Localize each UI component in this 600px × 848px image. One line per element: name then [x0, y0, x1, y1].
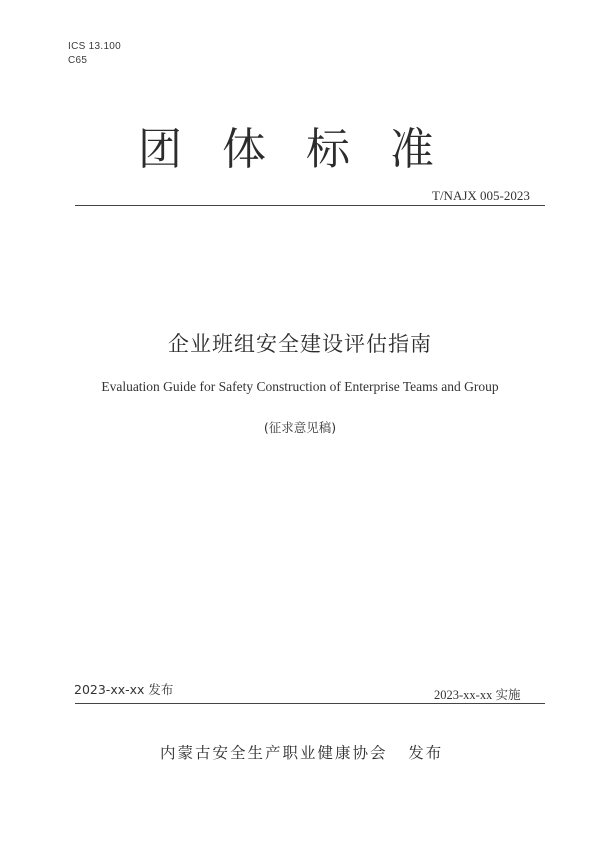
publisher: 内蒙古安全生产职业健康协会 发布: [160, 744, 444, 762]
ccs-code: C65: [68, 55, 88, 66]
bottom-divider: [75, 703, 545, 704]
draft-status-label: (征求意见稿): [263, 420, 337, 435]
document-title-cn: 企业班组安全建设评估指南: [168, 332, 432, 356]
ics-code: ICS 13.100: [68, 41, 122, 52]
top-divider: [75, 205, 545, 206]
issue-date: 2023-xx-xx 发布: [74, 682, 174, 697]
standard-type-title: 团体标准: [138, 124, 474, 175]
implementation-date: 2023-xx-xx 实施: [434, 688, 521, 702]
standard-code: T/NAJX 005-2023: [432, 188, 530, 203]
classification-codes: [68, 40, 121, 68]
document-title-en: Evaluation Guide for Safety Construction of Enterprise Teams and Group: [101, 379, 499, 394]
